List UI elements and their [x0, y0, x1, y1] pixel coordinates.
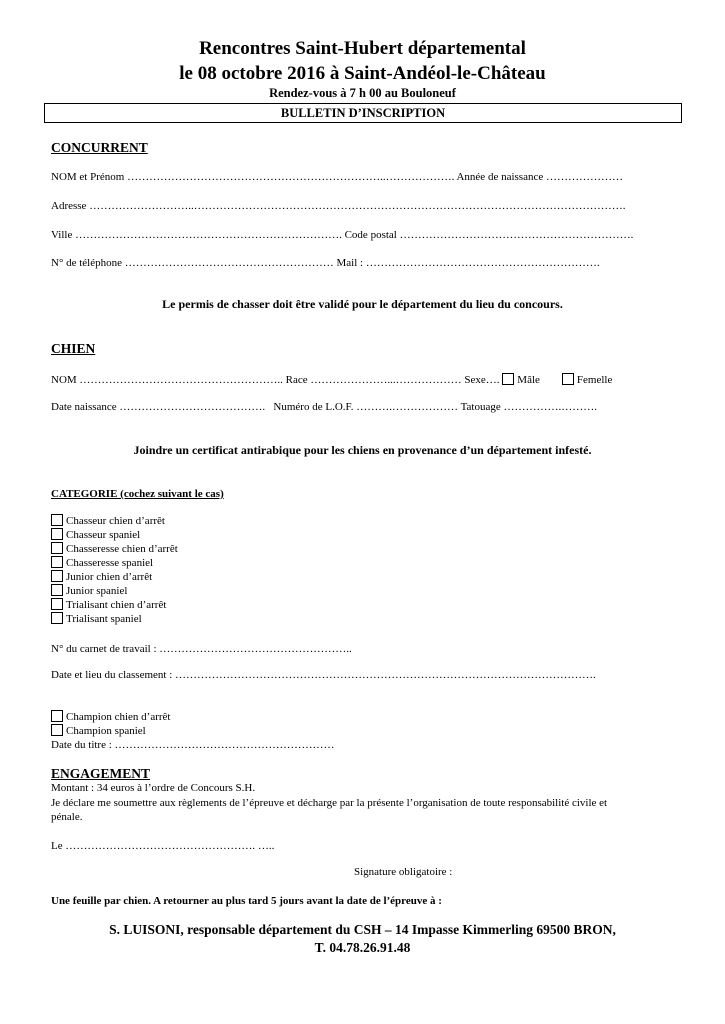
declaration-line-2: pénale. — [51, 811, 83, 823]
carnet-label: N° du carnet de travail : — [51, 643, 157, 655]
code-postal-label: Code postal — [344, 229, 397, 241]
feuille-note: Une feuille par chien. A retourner au plus tard 5 jours avant la date de l’épreuve à : — [51, 895, 442, 907]
champion-checkbox[interactable] — [51, 710, 63, 722]
code-postal-field[interactable]: ………………………………………………………. — [399, 229, 634, 241]
ville-row — [51, 229, 676, 242]
categorie-options — [51, 514, 178, 626]
contact-line-1: S. LUISONI, responsable département du CSH – 14 Impasse Kimmerling 69500 BRON, — [109, 922, 616, 937]
nom-prenom-field[interactable]: ……………………………………………………………..………………. — [127, 171, 455, 183]
champion-option[interactable]: Champion chien d’arrêt — [51, 710, 335, 724]
carnet-field[interactable]: …………………………………………….. — [159, 643, 352, 655]
adresse-label: Adresse — [51, 200, 87, 212]
chien-heading: CHIEN — [51, 341, 96, 356]
femelle-label: Femelle — [576, 374, 613, 386]
date-titre-row — [51, 738, 335, 752]
telephone-label: N° de téléphone — [51, 257, 122, 269]
le-field[interactable]: ……………………………………………. ….. — [65, 840, 275, 852]
mail-field[interactable]: ………………………………………………………. — [365, 257, 600, 269]
telephone-row — [51, 257, 676, 270]
categorie-checkbox[interactable] — [51, 528, 63, 540]
classement-field[interactable]: ……………………………………………………………………………………………………. — [175, 669, 596, 681]
adresse-field[interactable]: ………………………..………………………………………………………………………………………………………. — [89, 200, 626, 212]
rendezvous-text: Rendez-vous à 7 h 00 au Bouloneuf — [269, 86, 456, 100]
champion-option[interactable]: Champion spaniel — [51, 724, 335, 738]
le-row — [51, 840, 676, 853]
categorie-checkbox[interactable] — [51, 542, 63, 554]
champion-checkbox[interactable] — [51, 724, 63, 736]
categorie-checkbox[interactable] — [51, 598, 63, 610]
chien-naissance-row — [51, 401, 676, 414]
categorie-heading: CATEGORIE (cochez suivant le cas) — [51, 488, 224, 500]
race-label: Race — [285, 374, 308, 386]
male-checkbox[interactable] — [502, 373, 514, 385]
date-naissance-label: Date naissance — [51, 401, 117, 413]
le-label: Le — [51, 840, 63, 852]
concurrent-heading: CONCURRENT — [51, 140, 148, 155]
categorie-option[interactable]: Chasseresse spaniel — [51, 556, 178, 570]
categorie-checkbox[interactable] — [51, 584, 63, 596]
tatouage-label: Tatouage — [460, 401, 501, 413]
male-label: Mâle — [517, 374, 540, 386]
categorie-option[interactable]: Trialisant chien d’arrêt — [51, 598, 178, 612]
date-titre-label: Date du titre : — [51, 739, 112, 751]
signature-label: Signature obligatoire : — [354, 866, 453, 878]
mail-label: Mail : — [336, 257, 364, 269]
categorie-option[interactable]: Chasseur chien d’arrêt — [51, 514, 178, 528]
carnet-row — [51, 643, 676, 656]
date-titre-field[interactable]: …………………………………………………… — [114, 739, 335, 751]
title-line-1: Rencontres Saint-Hubert départemental — [199, 38, 526, 59]
annee-naissance-label: Année de naissance — [456, 171, 544, 183]
permis-note: Le permis de chasser doit être validé pour le département du lieu du concours. — [162, 297, 563, 311]
form-banner: BULLETIN D’INSCRIPTION — [44, 103, 682, 123]
ville-field[interactable]: ………………………………………………………………. — [75, 229, 342, 241]
adresse-row — [51, 200, 676, 213]
annee-naissance-field[interactable]: ………………… — [545, 171, 623, 183]
engagement-heading: ENGAGEMENT — [51, 766, 151, 781]
date-naissance-field[interactable]: …………………………………. — [119, 401, 266, 413]
antirabique-note: Joindre un certificat antirabique pour les chiens en provenance d’un département infesté. — [133, 443, 592, 457]
categorie-option[interactable]: Trialisant spaniel — [51, 612, 178, 626]
categorie-option[interactable]: Chasseresse chien d’arrêt — [51, 542, 178, 556]
chien-nom-field[interactable]: ……………………………………………….. — [79, 374, 283, 386]
tatouage-field[interactable]: …………….………. — [503, 401, 597, 413]
sexe-label: Sexe…. — [464, 374, 500, 386]
champion-options — [51, 710, 335, 752]
lof-label: Numéro de L.O.F. — [273, 401, 354, 413]
chien-nom-row — [51, 373, 676, 387]
declaration-line-1: Je déclare me soumettre aux règlements de l’épreuve et décharge par la présente l’organisation de toute responsabilité civile et — [51, 797, 608, 809]
categorie-checkbox[interactable] — [51, 612, 63, 624]
categorie-checkbox[interactable] — [51, 556, 63, 568]
chien-nom-label: NOM — [51, 374, 77, 386]
ville-label: Ville — [51, 229, 73, 241]
title-line-2: le 08 octobre 2016 à Saint-Andéol-le-Château — [179, 63, 546, 84]
lof-field[interactable]: ……….……………… — [356, 401, 458, 413]
classement-label: Date et lieu du classement : — [51, 669, 173, 681]
classement-row — [51, 669, 676, 682]
contact-phone: T. 04.78.26.91.48 — [314, 940, 411, 955]
categorie-checkbox[interactable] — [51, 570, 63, 582]
nom-prenom-label: NOM et Prénom — [51, 171, 125, 183]
categorie-option[interactable]: Chasseur spaniel — [51, 528, 178, 542]
montant-text: Montant : 34 euros à l’ordre de Concours S.H. — [51, 782, 256, 794]
race-field[interactable]: …………………...……………… — [310, 374, 462, 386]
nom-prenom-row — [51, 171, 676, 184]
categorie-option[interactable]: Junior chien d’arrêt — [51, 570, 178, 584]
femelle-checkbox[interactable] — [562, 373, 574, 385]
categorie-checkbox[interactable] — [51, 514, 63, 526]
telephone-field[interactable]: ………………………………………………… — [124, 257, 334, 269]
categorie-option[interactable]: Junior spaniel — [51, 584, 178, 598]
